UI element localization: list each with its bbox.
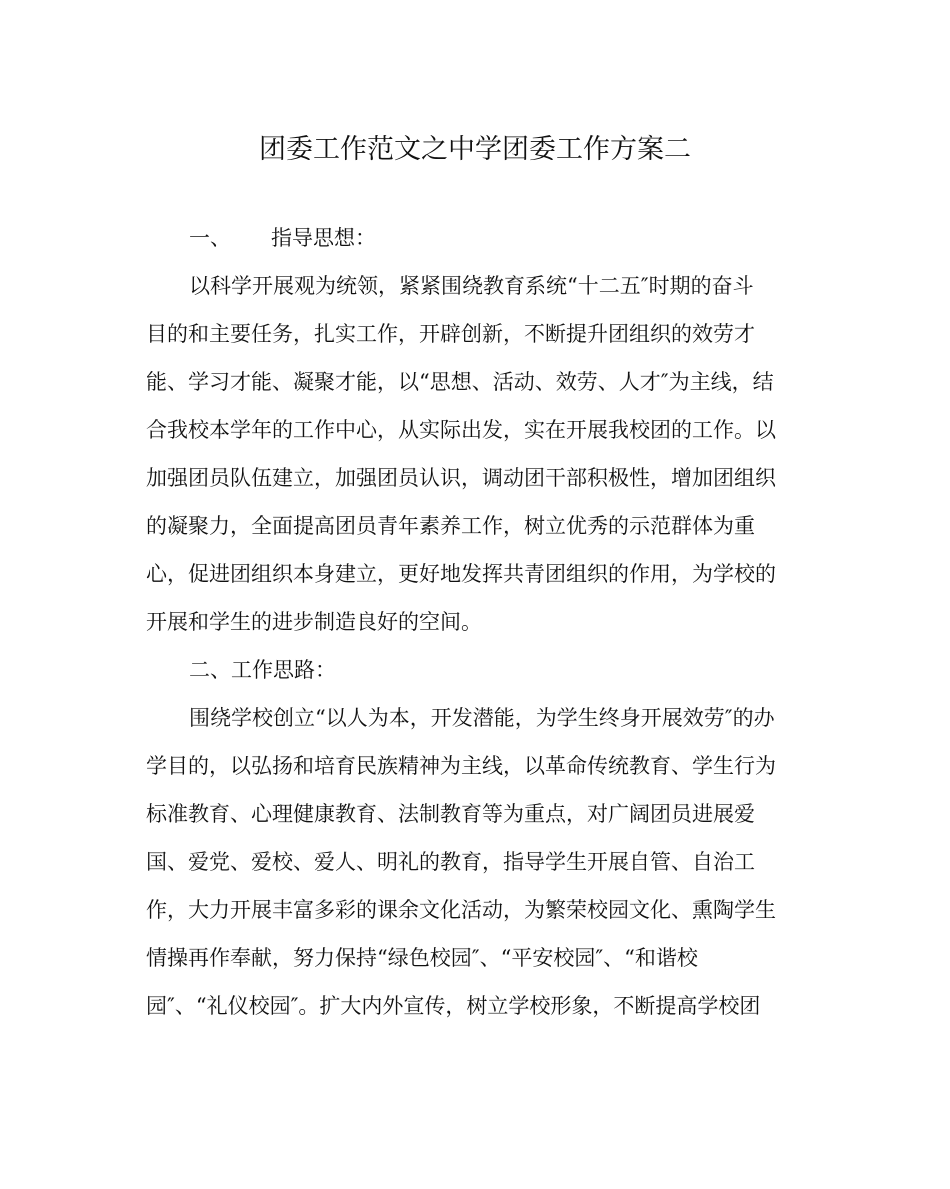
paragraph-line: 学目的，以弘扬和培育民族精神为主线，以革命传统教育、学生行为 <box>146 754 776 778</box>
paragraph-line: 的凝聚力，全面提高团员青年素养工作，树立优秀的示范群体为重 <box>146 514 755 538</box>
paragraph-line: 开展和学生的进步制造良好的空间。 <box>146 610 482 634</box>
paragraph-line: 围绕学校创立“以人为本，开发潜能，为学生终身开展效劳″的办 <box>189 706 775 730</box>
paragraph-line: 作，大力开展丰富多彩的课余文化活动，为繁荣校园文化、熏陶学生 <box>146 898 776 922</box>
paragraph-line: 国、爱党、爱校、爱人、明礼的教育，指导学生开展自管、自治工 <box>146 850 755 874</box>
section-2-heading: 二、工作思路： <box>189 658 336 682</box>
document-title: 团委工作范文之中学团委工作方案二 <box>259 134 691 165</box>
paragraph-line: 心，促进团组织本身建立，更好地发挥共青团组织的作用，为学校的 <box>146 562 776 586</box>
paragraph-line: 以科学开展观为统领，紧紧围绕教育系统“十二五″时期的奋斗 <box>189 274 754 298</box>
paragraph-line: 加强团员队伍建立，加强团员认识，调动团干部积极性，增加团组织 <box>146 466 776 490</box>
section-1-heading: 指导思想： <box>271 226 376 250</box>
paragraph-line: 园″、“礼仪校园″。扩大内外宣传，树立学校形象，不断提高学校团 <box>146 994 761 1018</box>
paragraph-line: 目的和主要任务，扎实工作，开辟创新，不断提升团组织的效劳才 <box>146 322 755 346</box>
paragraph-line: 合我校本学年的工作中心，从实际出发，实在开展我校团的工作。以 <box>146 418 776 442</box>
paragraph-line: 情操再作奉献，努力保持“绿色校园″、“平安校园″、“和谐校 <box>146 946 698 970</box>
paragraph-line: 标准教育、心理健康教育、法制教育等为重点，对广阔团员进展爱 <box>146 802 755 826</box>
section-1-number: 一、 <box>189 226 231 250</box>
paragraph-line: 能、学习才能、凝聚才能，以“思想、活动、效劳、人才″为主线，结 <box>146 370 774 394</box>
